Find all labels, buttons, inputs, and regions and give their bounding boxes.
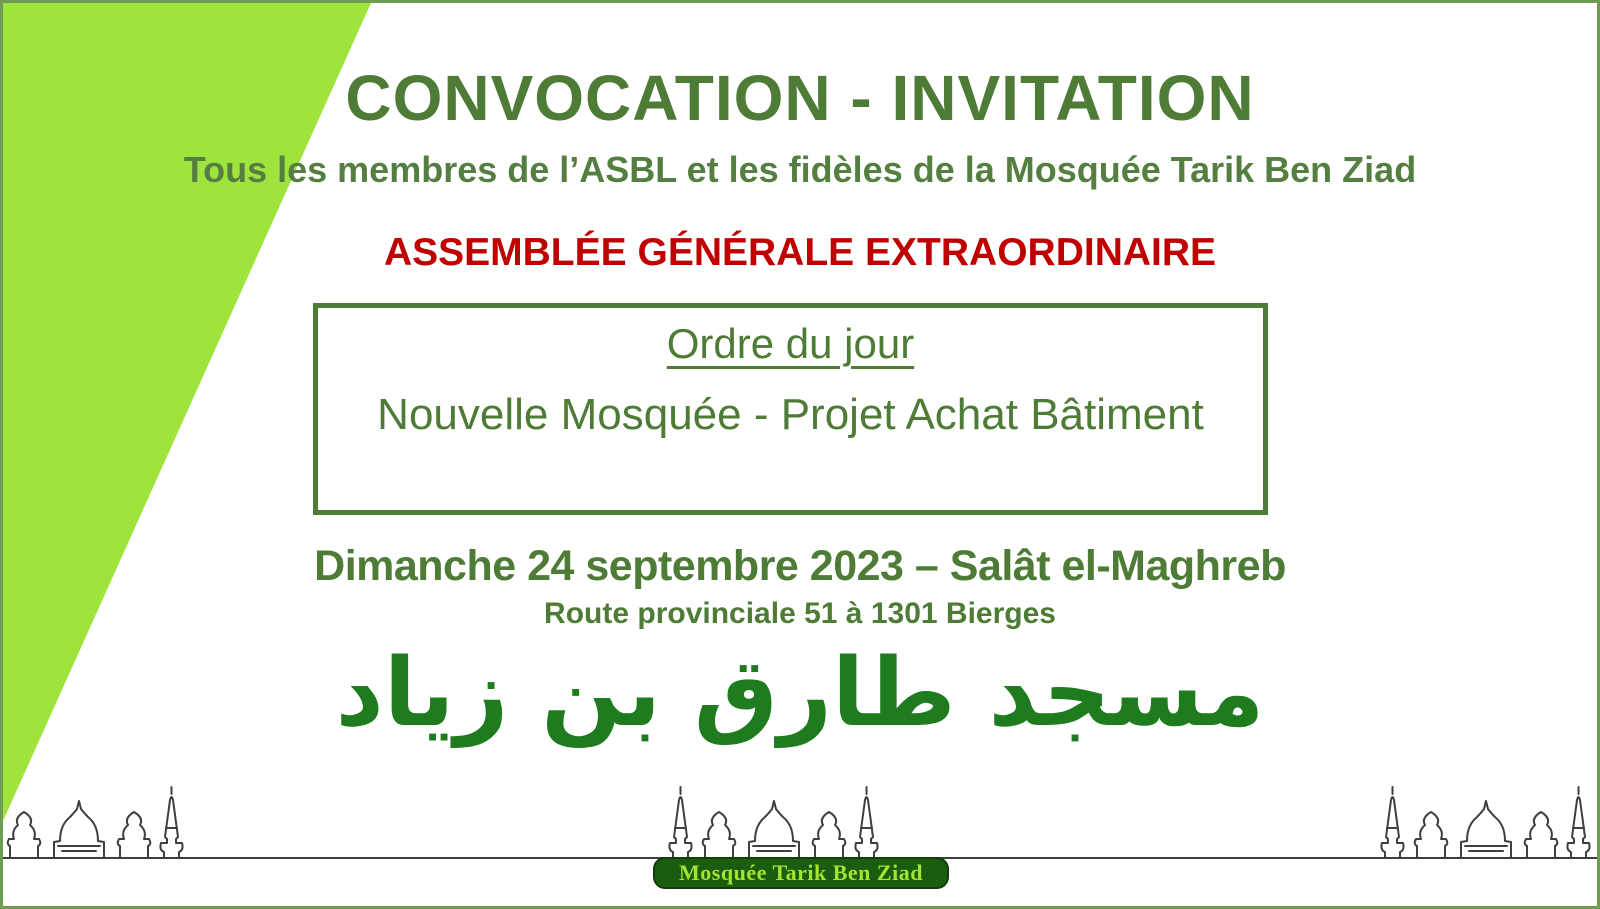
mosque-skyline-icon (3, 773, 1600, 865)
agenda-title: Ordre du jour (666, 320, 915, 367)
mosque-name-banner (653, 857, 949, 889)
audience-subtitle: Tous les membres de l’ASBL et les fidèles de la Mosquée Tarik Ben Ziad (183, 149, 1417, 190)
agenda-item: Nouvelle Mosquée - Projet Achat Bâtiment (377, 390, 1204, 439)
mosque-name-arabic: مسجد طارق بن زياد (335, 639, 1265, 748)
mosque-icon-left (3, 787, 228, 858)
agenda-box (313, 303, 1268, 515)
event-address: Route provinciale 51 à 1301 Bierges (544, 597, 1056, 630)
meeting-heading: ASSEMBLÉE GÉNÉRALE EXTRAORDINAIRE (383, 231, 1217, 274)
mosque-name-banner-label: Mosquée Tarik Ben Ziad (679, 860, 923, 885)
mosque-icon-center (663, 787, 923, 858)
mosque-icon-right (1375, 787, 1600, 858)
event-date: Dimanche 24 septembre 2023 – Salât el-Maghreb (314, 542, 1286, 590)
page-title: CONVOCATION - INVITATION (345, 62, 1255, 134)
